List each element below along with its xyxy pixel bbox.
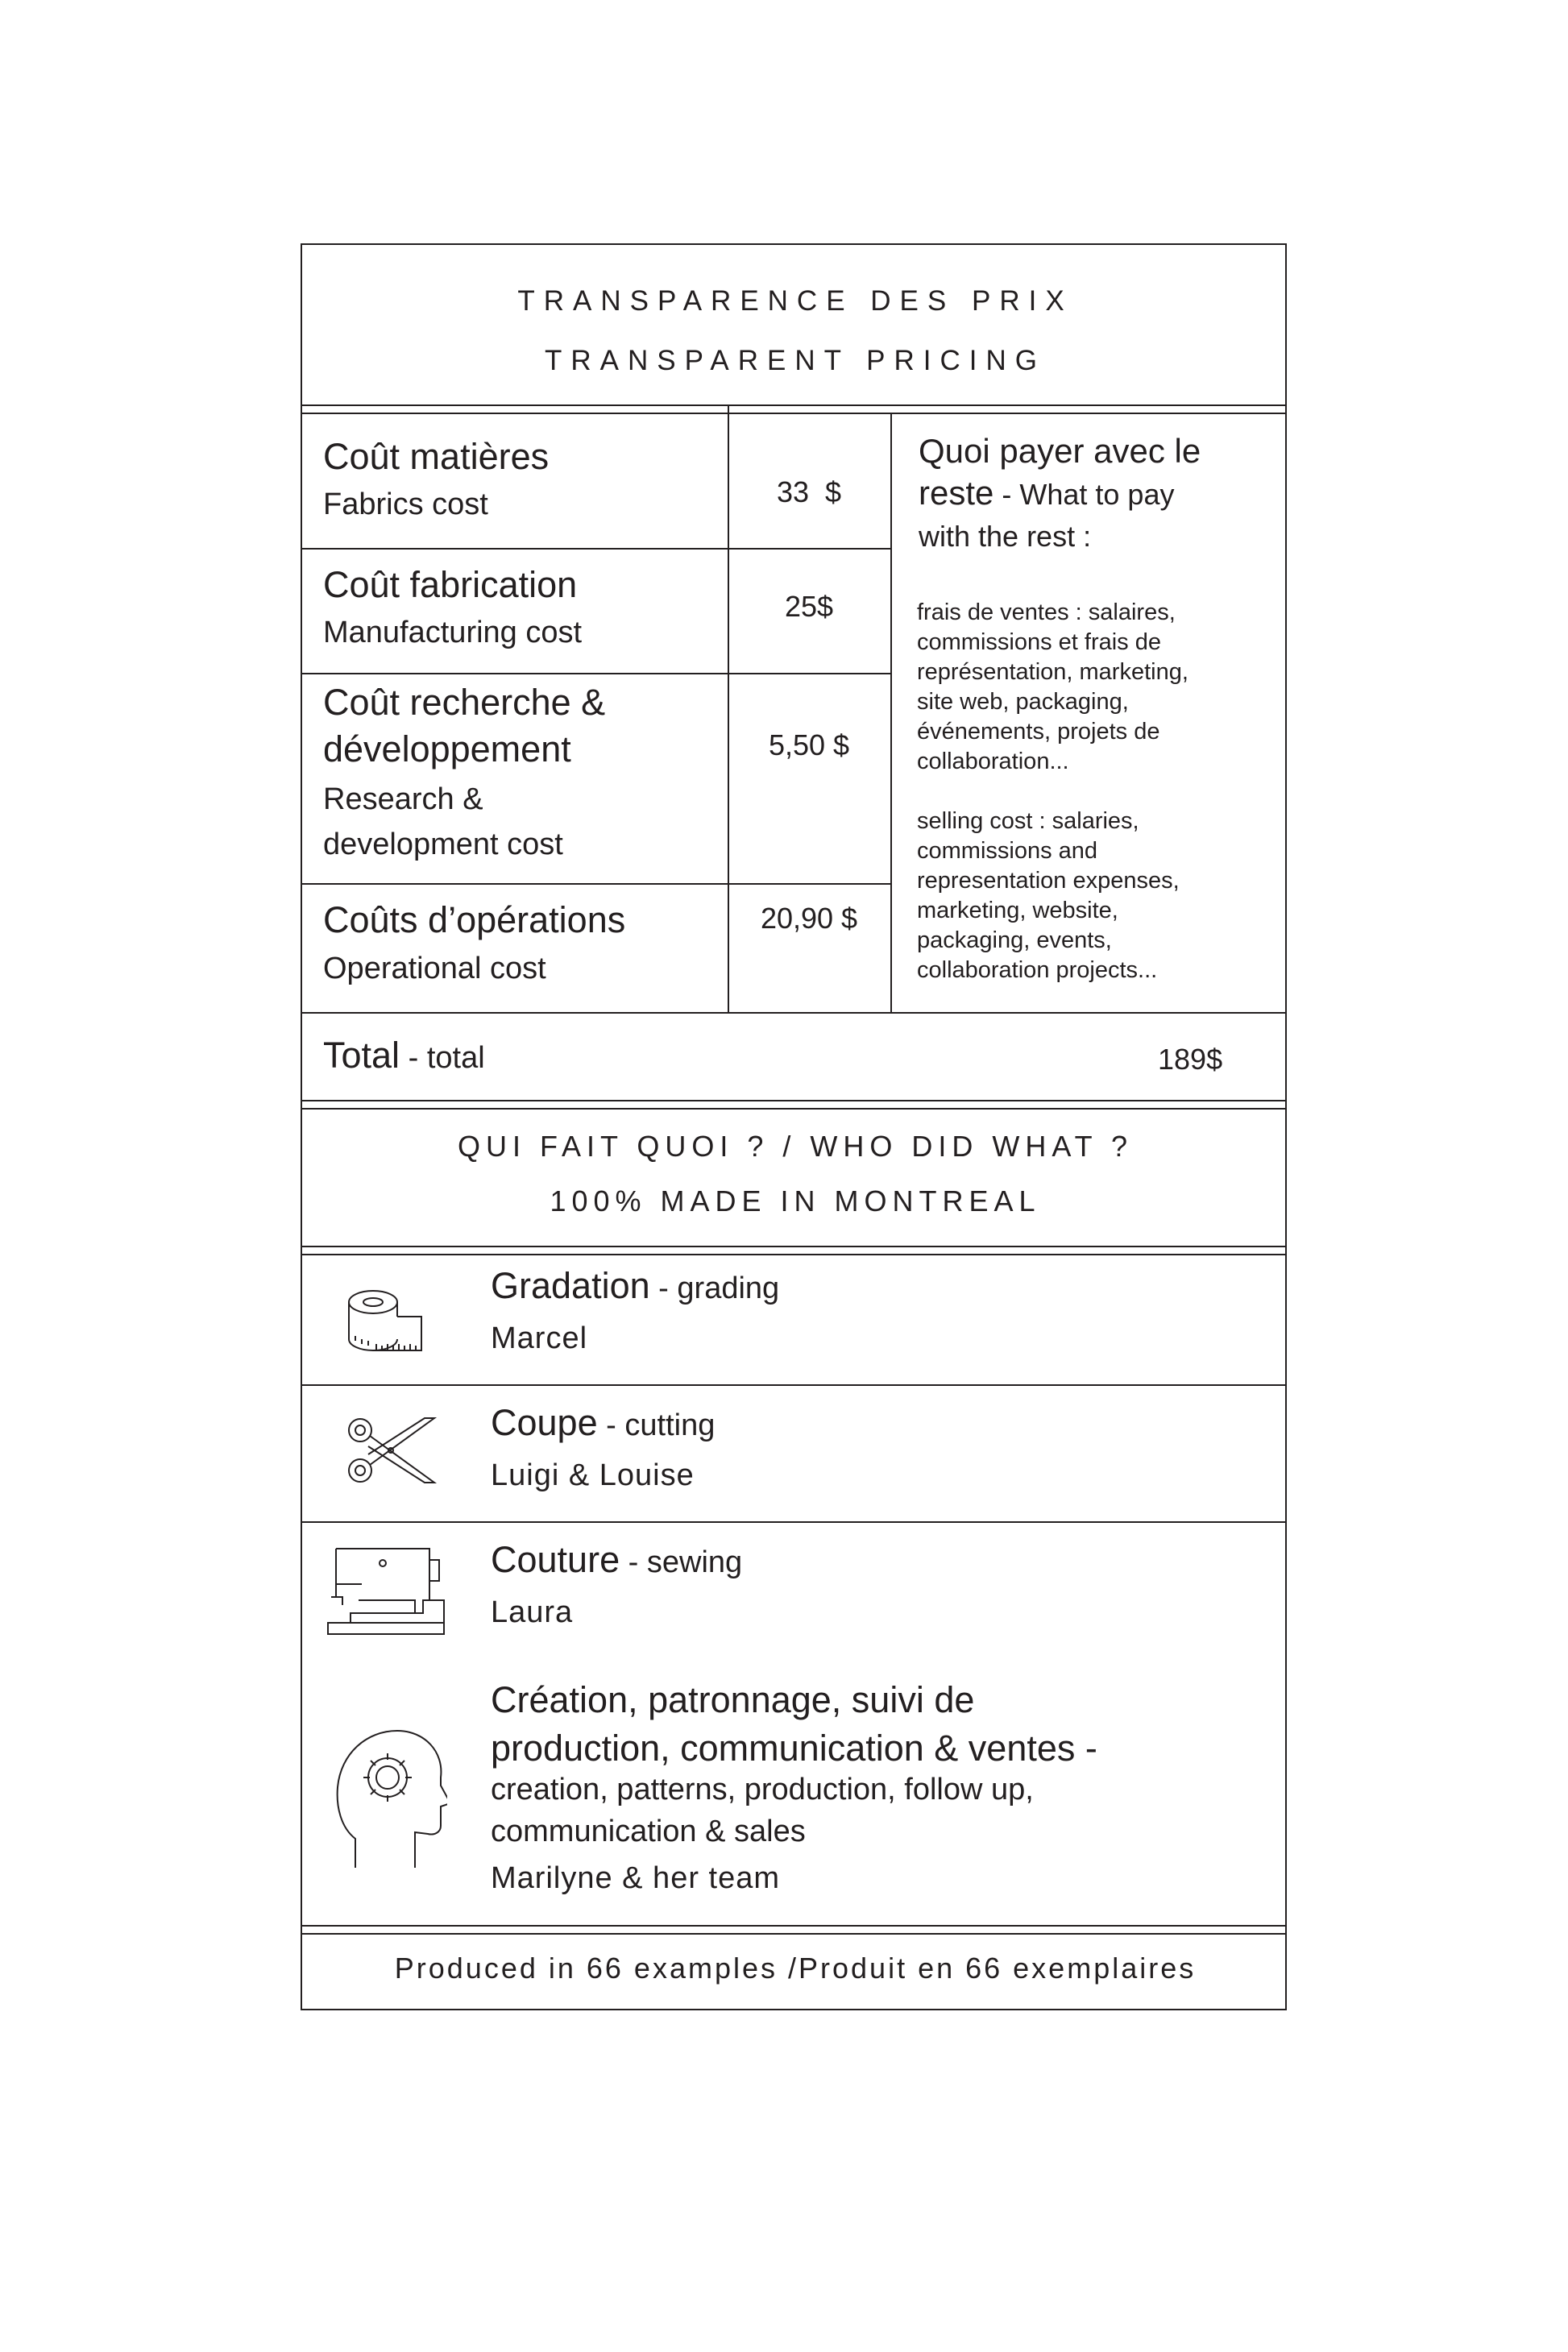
cost-label-fr: Coût fabrication xyxy=(323,564,578,605)
measuring-tape-icon xyxy=(344,1284,425,1357)
divider xyxy=(302,1100,1285,1101)
role-name: Marilyne & her team xyxy=(491,1861,781,1895)
row-divider xyxy=(302,883,890,885)
total-label-en: total xyxy=(426,1041,485,1075)
role-en: cutting xyxy=(624,1408,716,1442)
role-name: Laura xyxy=(491,1595,574,1629)
total-label-fr: Total xyxy=(323,1035,400,1076)
total-value: 189$ xyxy=(1158,1043,1223,1076)
role-title xyxy=(491,1402,715,1444)
row-divider xyxy=(302,673,890,674)
cost-label-fr: Coût recherche & xyxy=(323,682,606,723)
footer-text: Produced in 66 examples /Produit en 66 exemplaires xyxy=(394,1952,1197,1985)
rest-title-en: What to pay xyxy=(1019,478,1175,511)
cost-label-en: development cost xyxy=(323,828,563,861)
title-en: TRANSPARENT PRICING xyxy=(545,345,1046,376)
role-name: Luigi & Louise xyxy=(491,1458,695,1492)
role-sep: - xyxy=(649,1271,678,1305)
rest-body-fr: frais de ventes : salaires, commissions et frais de représentation, marketing, site web, packaging, événements, projets de collaboration... xyxy=(917,599,1188,774)
total-label xyxy=(323,1035,485,1076)
who-subtitle: 100% MADE IN MONTREAL xyxy=(550,1184,1041,1217)
divider xyxy=(728,404,729,413)
rest-title-en: with the rest : xyxy=(919,520,1092,553)
sewing-machine-icon xyxy=(326,1544,447,1636)
rest-body-en: selling cost : salaries, commissions and representation expenses, marketing, website, packaging, events, collaboration projects... xyxy=(917,808,1180,983)
divider xyxy=(302,1925,1285,1927)
cost-value: 25$ xyxy=(784,590,834,623)
cost-value: 20,90 $ xyxy=(760,902,858,935)
role-en: sewing xyxy=(646,1545,743,1579)
divider xyxy=(302,1254,1285,1255)
rest-title xyxy=(919,430,1201,558)
rest-title-fr: Quoi payer avec le xyxy=(919,432,1201,470)
row-divider xyxy=(302,548,890,550)
cost-label-fr: Coûts d’opérations xyxy=(323,899,626,940)
total-sep: - xyxy=(400,1041,427,1075)
table-divider xyxy=(890,413,892,1012)
rest-title-sep: - xyxy=(993,478,1020,511)
cost-value: 33 $ xyxy=(776,475,842,508)
role-sep: - xyxy=(597,1408,625,1442)
divider xyxy=(302,413,1285,414)
divider xyxy=(302,1384,1285,1386)
scissors-icon xyxy=(344,1410,441,1491)
role-en: creation, patterns, production, follow up, xyxy=(491,1773,1034,1807)
role-fr: Couture xyxy=(491,1539,620,1580)
role-fr: Gradation xyxy=(491,1265,650,1306)
cost-label-en: Manufacturing cost xyxy=(323,616,583,649)
role-title xyxy=(491,1265,779,1307)
role-fr: Coupe xyxy=(491,1402,598,1443)
cost-label-en: Operational cost xyxy=(323,952,546,985)
divider xyxy=(302,1108,1285,1110)
divider xyxy=(302,1933,1285,1935)
title-fr: TRANSPARENCE DES PRIX xyxy=(517,285,1073,317)
role-en: communication & sales xyxy=(491,1815,806,1848)
role-fr: production, communication & ventes - xyxy=(491,1728,1097,1769)
divider xyxy=(302,1246,1285,1247)
pricing-card xyxy=(301,243,1287,2010)
cost-label-fr: Coût matières xyxy=(323,436,550,477)
divider xyxy=(302,404,1285,406)
role-fr: Création, patronnage, suivi de xyxy=(491,1679,975,1720)
cost-label-fr: développement xyxy=(323,728,571,769)
divider xyxy=(302,1521,1285,1523)
role-name: Marcel xyxy=(491,1321,588,1355)
cost-label-en: Research & xyxy=(323,782,483,816)
cost-value: 5,50 $ xyxy=(768,728,850,761)
rest-title-fr: reste xyxy=(919,474,994,512)
role-sep: - xyxy=(620,1545,647,1579)
divider xyxy=(302,1012,1285,1014)
role-en: grading xyxy=(677,1271,780,1305)
who-title: QUI FAIT QUOI ? / WHO DID WHAT ? xyxy=(457,1130,1134,1163)
cost-label-en: Fabrics cost xyxy=(323,487,488,521)
role-title xyxy=(491,1539,742,1581)
head-gear-icon xyxy=(334,1726,447,1871)
